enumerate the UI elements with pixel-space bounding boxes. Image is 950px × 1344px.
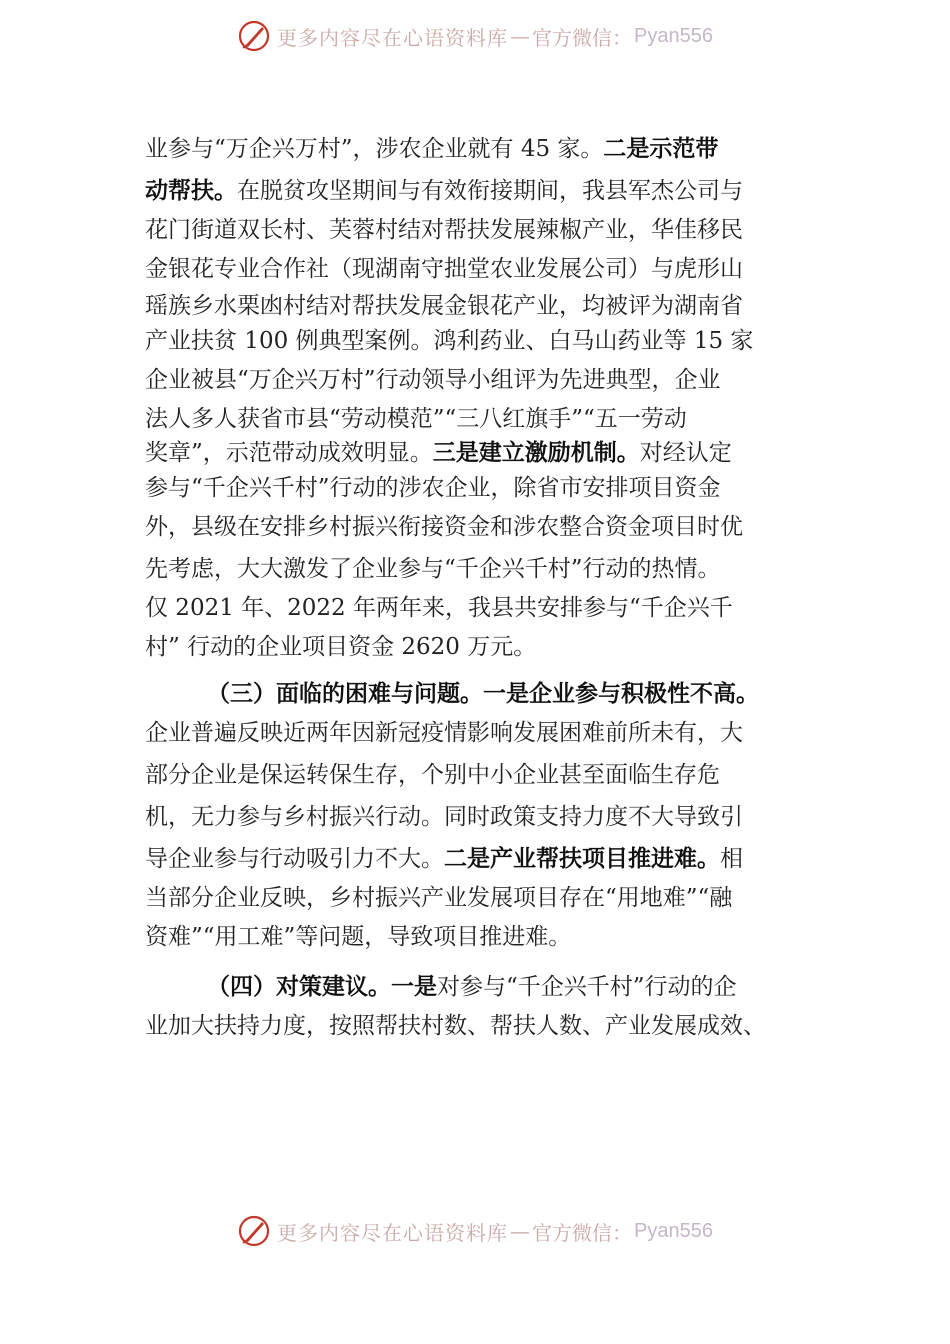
paragraph-1 (145, 128, 825, 668)
text-line (145, 128, 825, 170)
text-line (145, 838, 825, 880)
bold-heading: 二是示范带 (603, 136, 719, 162)
header-dash: — (510, 24, 531, 48)
header-wechat-label: 官方微信： (532, 25, 633, 50)
text-line: 企业被县“万企兴万村”行动领导小组评为先进典型，企业 (145, 367, 721, 393)
document-body (145, 128, 825, 1044)
header-watermark (0, 16, 950, 56)
footer-wechat-id: Pyan556 (634, 1219, 713, 1242)
text-line (145, 676, 825, 712)
paragraph-2 (145, 676, 825, 958)
section-heading: （四）对策建议。一是 (207, 974, 437, 1000)
text-line: 外，县级在安排乡村振兴衔接资金和涉农整合资金项目时优 (145, 514, 743, 540)
text-line: 瑶族乡水栗凼村结对帮扶发展金银花产业，均被评为湖南省 (145, 293, 743, 319)
text-line: 村” 行动的企业项目资金 2620 万元。 (145, 634, 537, 660)
text-line: 机，无力参与乡村振兴行动。同时政策支持力度不大导致引 (145, 804, 743, 830)
section-heading: （三）面临的困难与问题。一是企业参与积极性不高。 (207, 681, 759, 707)
text-run: 相 (720, 846, 743, 872)
text-line: 企业普遍反映近两年因新冠疫情影响发展困难前所未有，大 (145, 720, 743, 746)
text-line (145, 170, 825, 212)
text-line: 部分企业是保运转保生存，个别中小企业甚至面临生存危 (145, 762, 720, 788)
text-run: 对参与“千企兴千村”行动的企 (437, 974, 737, 1000)
text-line: 参与“千企兴千村”行动的涉农企业，除省市安排项目资金 (145, 475, 721, 501)
text-run: 奖章”，示范带动成效明显。 (145, 440, 433, 466)
text-run: 业参与“万企兴万村”，涉农企业就有 45 家。 (145, 136, 604, 162)
text-line: 业加大扶持力度，按照帮扶村数、帮扶人数、产业发展成效、 (145, 1013, 766, 1039)
header-site-name: 更多内容尽在心语资料库 (277, 25, 509, 50)
quill-logo-icon (237, 19, 271, 53)
text-run: 导企业参与行动吸引力不大。 (145, 846, 444, 872)
text-line: 仅 2021 年、2022 年两年来，我县共安排参与“千企兴千 (145, 595, 733, 621)
header-wechat-id: Pyan556 (634, 24, 713, 47)
text-line: 产业扶贫 100 例典型案例。鸿利药业、白马山药业等 15 家 (145, 328, 754, 354)
quill-logo-icon (237, 1214, 271, 1248)
text-line: 金银花专业合作社（现湖南守拙堂农业发展公司）与虎形山 (145, 256, 743, 282)
footer-wechat-label: 官方微信： (532, 1220, 633, 1245)
text-run: 对经认定 (639, 440, 732, 466)
bold-heading: 动帮扶。 (145, 178, 237, 204)
text-line: 资难”“用工难”等问题，导致项目推进难。 (145, 924, 572, 950)
footer-dash: — (510, 1219, 531, 1243)
text-line: 花门街道双长村、芙蓉村结对帮扶发展辣椒产业，华佳移民 (145, 217, 743, 243)
bold-heading: 三是建立激励机制。 (432, 440, 640, 466)
text-line: 先考虑，大大激发了企业参与“千企兴千村”行动的热情。 (145, 556, 721, 582)
paragraph-3 (145, 966, 825, 1044)
footer-watermark (0, 1211, 950, 1251)
text-run: 在脱贫攻坚期间与有效衔接期间，我县军杰公司与 (237, 178, 743, 204)
text-line: 法人多人获省市县“劳动模范”“三八红旗手”“五一劳动 (145, 406, 687, 432)
text-line (145, 966, 825, 1008)
text-line (145, 437, 825, 470)
footer-site-name: 更多内容尽在心语资料库 (277, 1220, 509, 1245)
bold-heading: 二是产业帮扶项目推进难。 (444, 846, 720, 872)
text-line: 当部分企业反映，乡村振兴产业发展项目存在“用地难”“融 (145, 885, 733, 911)
